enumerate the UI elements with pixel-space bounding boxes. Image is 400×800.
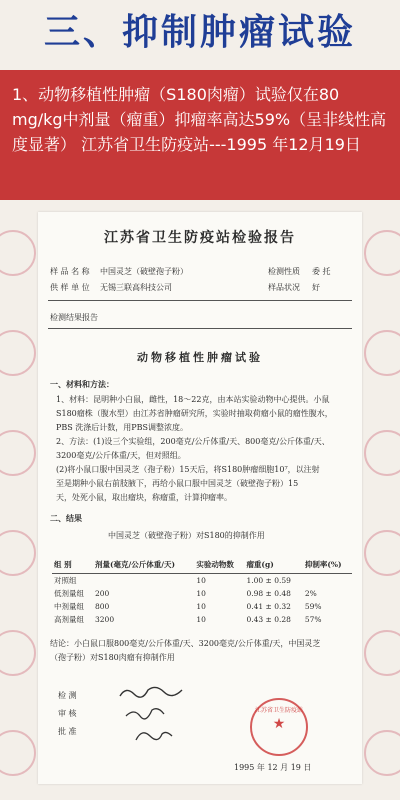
table-caption: 中国灵芝（破壁孢子粉）对S180的抑制作用 [108,531,265,540]
table-cell: 低剂量组 [54,589,84,598]
supplier-value: 无锡三联高科技公司 [100,283,172,292]
inspect-type-value: 委 托 [312,267,331,276]
watermark-seal [364,430,400,476]
page-title: 三、抑制肿瘤试验 [43,12,356,53]
table-cell: 0.98 ± 0.48 [246,589,291,598]
watermark-seal [0,230,36,276]
table-cell: 中剂量组 [54,602,84,611]
table-header: 抑制率(%) [303,556,352,574]
report-title: 江苏省卫生防疫站检验报告 [104,230,296,246]
divider [48,300,352,301]
watermark-seal [0,730,36,776]
conclusion-line: （孢子粉）对S180肉瘤有抑制作用 [50,653,175,662]
sign-label-inspect: 检 测 [58,691,77,700]
table-cell: 对照组 [54,576,77,585]
table-header: 剂量(毫克/公斤体重/天) [93,556,194,574]
result-report-label: 检测结果报告 [50,313,98,322]
materials-heading: 一、材料和方法： [50,379,114,389]
watermark-seal [0,530,36,576]
official-stamp [250,698,308,756]
supplier-label: 供 样 单 位 [50,283,90,292]
table-row [52,600,352,613]
table-cell: 10 [196,602,206,611]
materials-line: 3200毫克/公斤体重/天，但对照组。 [56,451,186,460]
table-cell: 59% [304,602,322,611]
results-heading: 二、结果 [50,513,82,523]
materials-line: S180瘤株（腹水型）由江苏省肿瘤研究所，实验时抽取荷瘤小鼠的瘤性腹水， [56,409,333,418]
table-cell: 57% [304,615,322,624]
table-cell: 10 [196,576,206,585]
sign-label-approve: 批 准 [58,727,77,736]
table-row [52,613,352,626]
watermark-seal [364,530,400,576]
table-header: 瘤重(g) [244,556,302,574]
watermark-seal [0,630,36,676]
report-date: 1995 年 12 月 19 日 [234,763,312,772]
table-cell: 2% [304,589,317,598]
materials-line: 1、材料：昆明种小白鼠，雌性，18～22克，由本站实验动物中心提供。小鼠 [56,395,330,404]
table-cell: 10 [196,589,206,598]
watermark-seal [364,730,400,776]
table-cell: 10 [196,615,206,624]
watermark-seal [364,330,400,376]
sign-label-review: 审 核 [58,709,77,718]
table-cell: 3200 [95,615,115,624]
star-icon: ★ [272,716,286,732]
watermark-seal [364,230,400,276]
stamp-text: 江苏省卫生防疫站 [254,707,303,714]
handwritten-signatures [116,682,236,752]
table-cell: 0.41 ± 0.32 [246,602,291,611]
table-cell [93,574,194,588]
sample-name-label: 样 品 名 称 [50,267,90,276]
materials-line: (2)将小鼠口服中国灵芝（孢子粉）15天后，将S180肿瘤细胞10⁷，以注射 [56,465,320,474]
table-cell: 0.43 ± 0.28 [246,615,291,624]
materials-line: 2、方法：(1)设三个实验组，200毫克/公斤体重/天、800毫克/公斤体重/天、 [56,437,330,446]
watermark-seal [0,430,36,476]
inspect-type-label: 检测性质 [268,267,300,276]
table-row [52,574,352,588]
watermark-seal [364,630,400,676]
materials-line: 天，处死小鼠，取出瘤块，称瘤重，计算抑瘤率。 [56,493,232,502]
banner-text: 1、动物移植性肿瘤（S180肉瘤）试验仅在80 mg/kg中剂量（瘤重）抑瘤率高达59%（呈非线性高度显著） 江苏省卫生防疫站---1995 年12月19日 [12,85,387,154]
table-row [52,587,352,600]
divider [48,328,352,329]
watermark-seal [0,330,36,376]
inspection-report-document [38,212,362,784]
table-cell [303,574,352,588]
sample-status-label: 样品状况 [268,283,300,292]
conclusion-line: 结论：小白鼠口服800毫克/公斤体重/天、3200毫克/公斤体重/天，中国灵芝 [50,639,321,648]
section-title: 动物移植性肿瘤试验 [137,351,263,364]
red-banner [0,70,400,200]
sample-name-value: 中国灵芝（破壁孢子粉） [100,267,188,276]
results-table [52,556,352,626]
materials-line: PBS 洗涤后计数，用PBS调整浓度。 [56,423,189,432]
table-cell: 1.00 ± 0.59 [246,576,291,585]
table-header-row [52,556,352,574]
table-cell: 高剂量组 [54,615,84,624]
table-cell: 800 [95,602,110,611]
table-cell: 200 [95,589,110,598]
table-header: 实验动物数 [194,556,244,574]
sample-status-value: 好 [312,283,320,292]
table-header: 组 别 [52,556,93,574]
materials-line: 至是期种小鼠右前肢腋下，再给小鼠口服中国灵芝（破壁孢子粉）15 [56,479,299,488]
